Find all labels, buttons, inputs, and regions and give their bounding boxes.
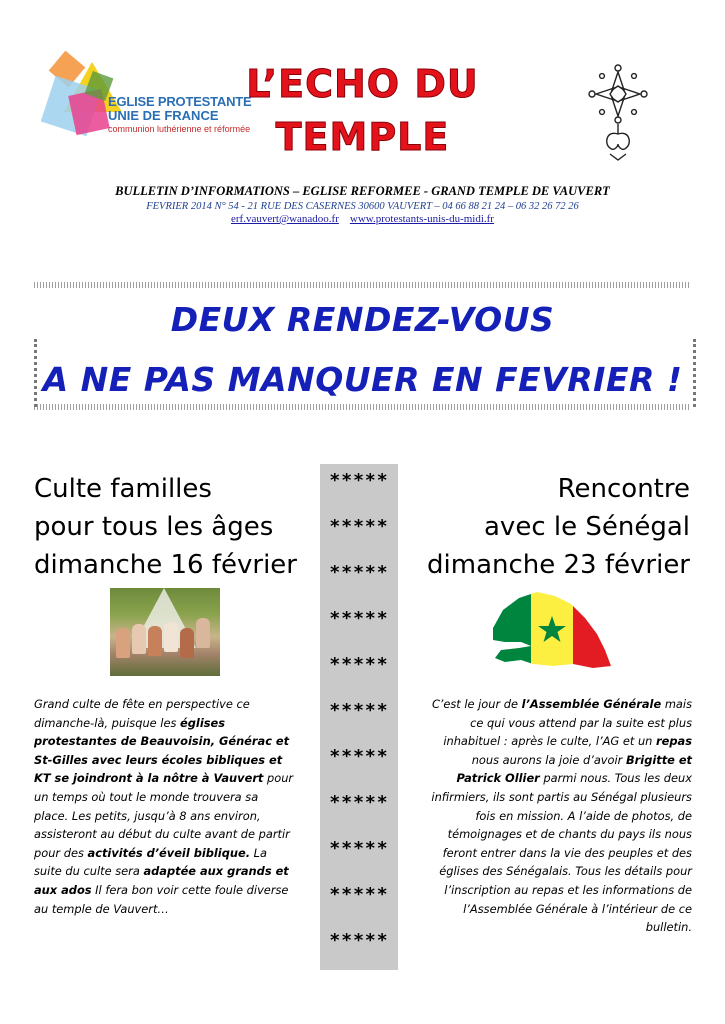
stars-row: *****: [329, 608, 389, 629]
newsletter-title-line1: L’ECHO DU: [246, 62, 479, 106]
photo-person: [196, 618, 210, 648]
website-link[interactable]: www.protestants-unis-du-midi.fr: [349, 213, 494, 225]
stars-row: *****: [329, 470, 389, 491]
text-run-bold: Brigitte et Patrick Ollier: [456, 752, 692, 786]
stars-row: *****: [329, 700, 389, 721]
bulletin-title: BULLETIN D’INFORMATIONS – EGLISE REFORMEE - GRAND TEMPLE DE VAUVERT: [115, 184, 610, 198]
bulletin-contact-info: FEVRIER 2014 N° 54 - 21 RUE DES CASERNES 30600 VAUVERT – 04 66 88 21 24 – 06 32 26 72 26: [146, 201, 579, 212]
text-run: C’est le jour de: [432, 697, 522, 711]
text-run: Il fera bon voir cette foule diverse au temple de Vauvert…: [34, 882, 289, 916]
photo-person: [132, 624, 146, 654]
senegal-flag-map-icon: [485, 588, 615, 680]
text-run: La suite du culte sera: [34, 845, 267, 879]
stars-row: *****: [329, 930, 389, 951]
text-run: Grand culte de fête en perspective ce dimanche-là, puisque les: [34, 697, 250, 730]
logo-text-line1: EGLISE PROTESTANTE: [108, 94, 252, 109]
right-event-line: dimanche 23 février: [427, 550, 690, 580]
stars-divider-column: [320, 464, 398, 970]
text-run: mais ce qui vous attend par la suite est plus inhabituel : après le culte, l’AG et un: [443, 697, 692, 749]
text-run: pour un temps où tout le monde trouvera sa place. Les petits, jusqu’à 8 ans environ, assisteront au début du culte avant de partir pour des: [34, 771, 294, 860]
logo-text-line2: UNIE DE FRANCE: [108, 108, 219, 123]
right-event-line: Rencontre: [557, 474, 690, 504]
text-run-bold: adaptée aux grands et aux ados: [34, 864, 289, 897]
left-event-description: [34, 695, 294, 918]
children-photo: [110, 588, 220, 676]
left-event-line: dimanche 16 février: [34, 550, 297, 580]
left-event-line: Culte familles: [34, 474, 212, 504]
text-run: nous aurons la joie d’avoir: [471, 752, 626, 767]
huguenot-cross-icon: [588, 60, 648, 162]
stars-row: *****: [329, 838, 389, 859]
logo-text-line3: communion luthérienne et réformée: [108, 124, 251, 134]
bulletin-links: [0, 213, 725, 225]
left-event-heading: [34, 470, 297, 584]
stars-row: *****: [329, 562, 389, 583]
text-run-bold: repas: [656, 734, 692, 749]
right-event-description: [424, 695, 692, 937]
newsletter-title-line2: TEMPLE: [275, 115, 450, 159]
text-run-bold: l’Assemblée Générale: [521, 697, 662, 711]
headline-line2: A NE PAS MANQUER EN FEVRIER !: [42, 360, 683, 399]
text-run-bold: églises protestantes de Beauvoisin, Générac et St-Gilles avec leurs écoles bibliques et KT se joindront à la nôtre à Vauvert: [34, 715, 290, 786]
stars-row: *****: [329, 746, 389, 767]
right-event-heading: [427, 470, 690, 584]
photo-person: [116, 628, 130, 658]
decorative-separator-bottom: [34, 404, 690, 410]
left-event-line: pour tous les âges: [34, 512, 274, 542]
stars-row: *****: [329, 792, 389, 813]
right-event-line: avec le Sénégal: [484, 512, 690, 542]
stars-row: *****: [329, 884, 389, 905]
headline-line1: DEUX RENDEZ-VOUS: [170, 300, 555, 339]
stars-row: *****: [329, 654, 389, 675]
email-link[interactable]: erf.vauvert@wanadoo.fr: [231, 213, 339, 225]
text-run-bold: activités d’éveil biblique.: [87, 845, 251, 860]
text-run: parmi nous. Tous les deux infirmiers, ils sont partis au Sénégal plusieurs fois en mission. A l’aide de photos, de témoignages et de chants du pays ils nous feront entrer dans la vie des peuples et des églises des Sénégalais. Tous les détails pour l’inscription au repas et les informations de l’Assemblée Générale à l’intérieur de ce bulletin.: [431, 771, 692, 935]
stars-row: *****: [329, 516, 389, 537]
photo-person: [180, 628, 194, 658]
photo-person: [164, 622, 178, 652]
decorative-separator-top: [34, 282, 690, 288]
photo-person: [148, 626, 162, 656]
